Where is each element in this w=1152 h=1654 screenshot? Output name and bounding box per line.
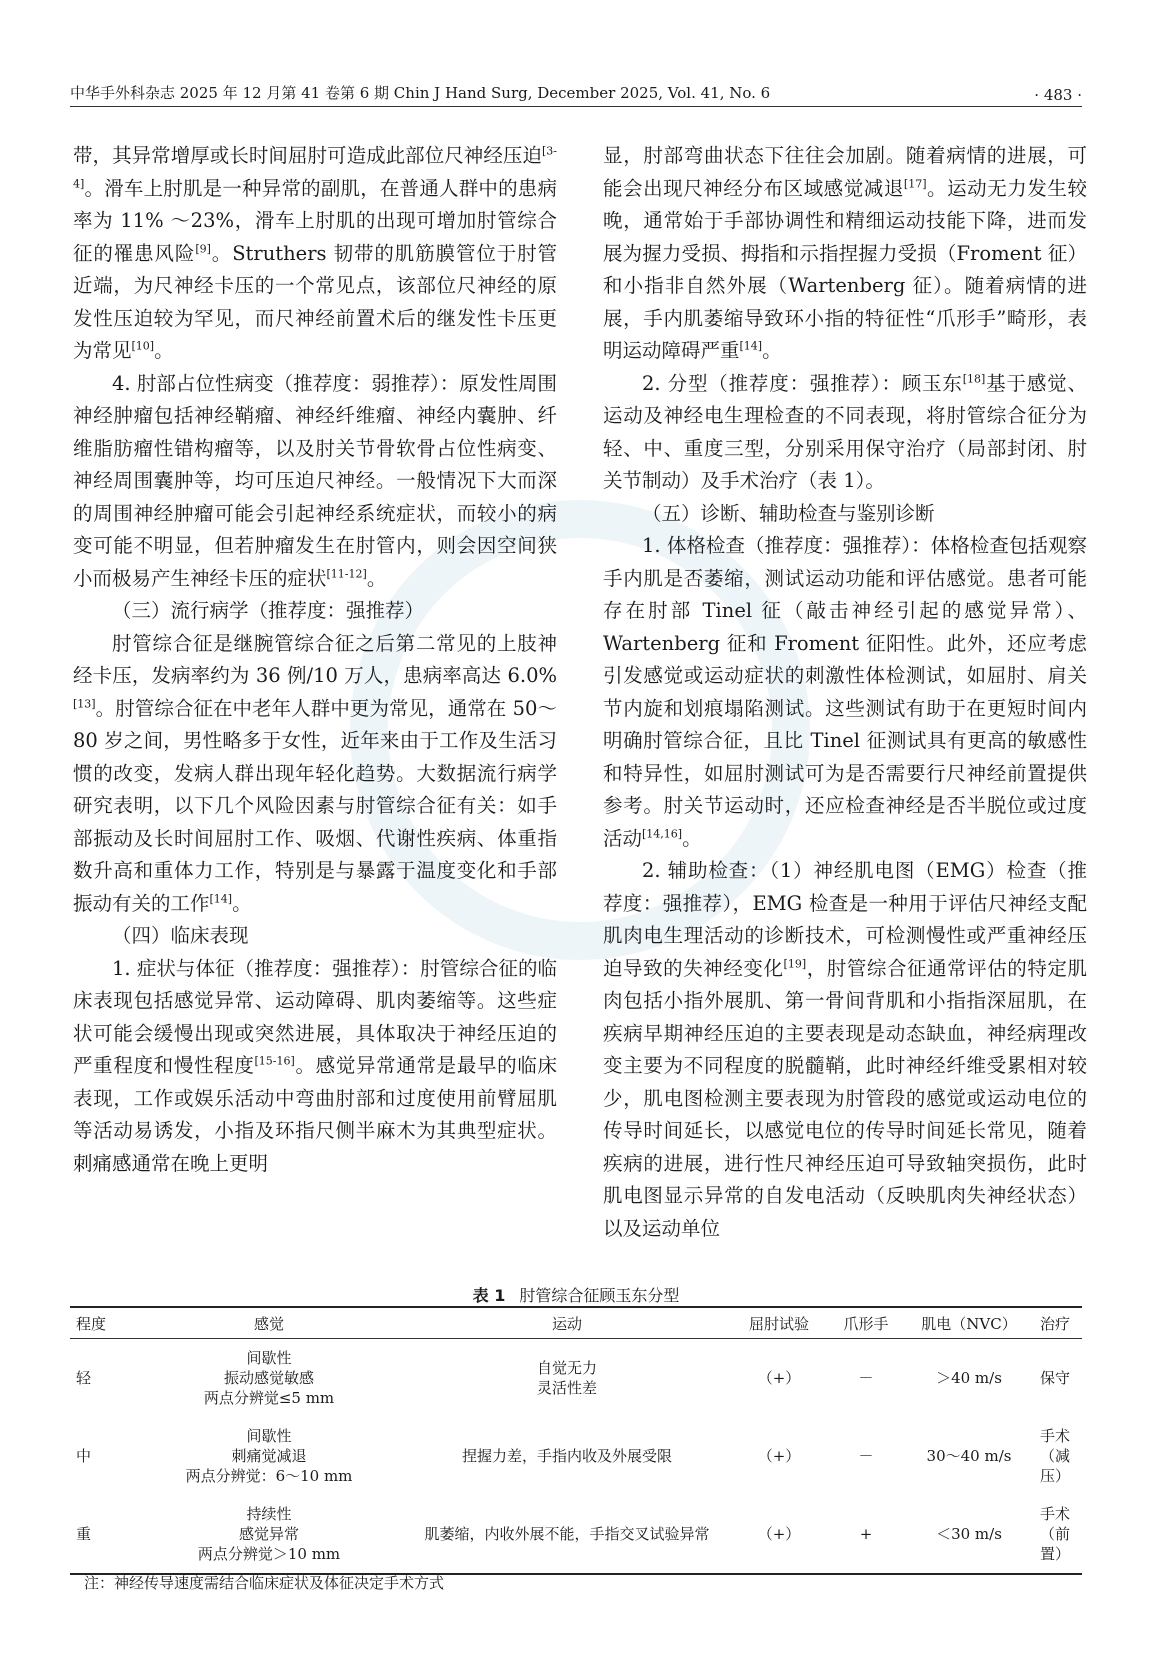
column-header: 感觉 bbox=[140, 1307, 398, 1339]
citation[interactable]: [14,16] bbox=[642, 827, 683, 840]
right-column bbox=[603, 140, 1087, 1245]
table-label: 表 1 bbox=[472, 1286, 506, 1305]
flexion-test-cell: （+） bbox=[757, 1447, 801, 1465]
treatment-cell: 保守 bbox=[1039, 1369, 1070, 1387]
column-header: 屈肘试验 bbox=[736, 1307, 822, 1339]
paragraph: 4. 肘部占位性病变（推荐度：弱推荐）：原发性周围神经肿瘤包括神经鞘瘤、神经纤维瘤、神经内囊肿、纤维脂肪瘤性错构瘤等，以及肘关节骨软骨占位性病变、神经周围囊肿等，均可压迫尺神经。一般情况下大而深的周围神经肿瘤可能会引起神经系统症状，而较小的病变可能不明显，但若肿瘤发生在肘管内，则会因空间狭小而极易产生神经卡压的症状[11-12]。 bbox=[73, 371, 557, 590]
flexion-test-cell: （+） bbox=[757, 1369, 801, 1387]
motor-cell: 捏握力差，手指内收及外展受限 bbox=[461, 1447, 672, 1465]
column-header: 爪形手 bbox=[822, 1307, 910, 1339]
grade-cell: 轻 bbox=[76, 1369, 92, 1387]
column-header: 程度 bbox=[70, 1307, 140, 1339]
column-header: 治疗 bbox=[1028, 1307, 1082, 1339]
paragraph: 2. 分型（推荐度：强推荐）：顾玉东[18]基于感觉、运动及神经电生理检查的不同表现，将肘管综合征分为轻、中、重度三型，分别采用保守治疗（局部封闭、肘关节制动）及手术治疗（表 1）。 bbox=[603, 371, 1087, 492]
claw-hand-cell: － bbox=[858, 1369, 874, 1387]
treatment-cell: 手术 （减压） bbox=[1039, 1427, 1070, 1485]
page-number: · 483 · bbox=[1034, 86, 1082, 104]
emg-cell: ＞40 m/s bbox=[936, 1369, 1002, 1387]
treatment-cell: 手术 （前置） bbox=[1028, 1495, 1082, 1574]
classification-table bbox=[70, 1306, 1082, 1575]
citation[interactable]: [10] bbox=[131, 339, 155, 353]
column-header: 肌电（NVC） bbox=[910, 1307, 1028, 1339]
citation[interactable]: [14] bbox=[209, 892, 233, 905]
citation[interactable]: [17] bbox=[903, 177, 927, 190]
table-row bbox=[70, 1417, 1082, 1495]
paragraph: 显，肘部弯曲状态下往往会加剧。随着病情的进展，可能会出现尺神经分布区域感觉减退[17]。运动无力发生较晚，通常始于手部协调性和精细运动技能下降，进而发展为握力受损、拇指和示指捏握力受损（Froment 征）和小指非自然外展（Wartenberg 征）。随着病情的进展，手内肌萎缩导致环小指的特征性“爪形手”畸形，表明运动障碍严重[14]。 bbox=[603, 144, 1087, 362]
left-column bbox=[73, 140, 557, 1180]
table-row bbox=[70, 1339, 1082, 1418]
sensation-cell: 持续性 感觉异常 两点分辨觉＞10 mm bbox=[140, 1495, 398, 1574]
citation[interactable]: [15-16] bbox=[254, 1054, 295, 1068]
journal-citation: 中华手外科杂志 2025 年 12 月第 41 卷第 6 期 Chin J Hand Surg, December 2025, Vol. 41, No. 6 bbox=[70, 84, 771, 102]
citation[interactable]: [13] bbox=[73, 697, 96, 710]
claw-hand-cell: － bbox=[858, 1447, 874, 1465]
claw-hand-cell: + bbox=[822, 1495, 910, 1574]
citation[interactable]: [19] bbox=[783, 957, 807, 970]
citation[interactable]: [9] bbox=[195, 242, 211, 255]
citation[interactable]: [14] bbox=[739, 339, 763, 353]
table-title: 肘管综合征顾玉东分型 bbox=[519, 1286, 680, 1305]
column-header: 运动 bbox=[398, 1307, 736, 1339]
paragraph: 1. 症状与体征（推荐度：强推荐）：肘管综合征的临床表现包括感觉异常、运动障碍、肌肉萎缩等。这些症状可能会缓慢出现或突然进展，具体取决于神经压迫的严重程度和慢性程度[15-16]。感觉异常通常是最早的临床表现，工作或娱乐活动中弯曲肘部和过度使用前臂屈肌等活动易诱发，小指及环指尺侧半麻木为其典型症状。刺痛感通常在晚上更明 bbox=[73, 956, 557, 1175]
table-header-row bbox=[70, 1307, 1082, 1339]
emg-cell: 30～40 m/s bbox=[926, 1447, 1012, 1465]
citation[interactable]: [18] bbox=[962, 372, 986, 385]
section-heading: （四）临床表现 bbox=[112, 924, 249, 947]
motor-cell: 自觉无力 灵活性差 bbox=[536, 1359, 597, 1397]
table-row bbox=[70, 1495, 1082, 1574]
paragraph: 1. 体格检查（推荐度：强推荐）：体格检查包括观察手内肌是否萎缩，测试运动功能和评估感觉。患者可能存在肘部 Tinel 征（敲击神经引起的感觉异常）、Wartenberg 征和 Froment 征阳性。此外，还应考虑引发感觉或运动症状的刺激性体检测试，如屈肘、肩关节内旋和划痕塌陷测试。这些测试有助于在更短时间内明确肘管综合征，且比 Tinel 征测试具有更高的敏感性和特异性，如屈肘测试可为是否需要行尺神经前置提供参考。肘关节运动时，还应检查神经是否半脱位或过度活动[14,16]。 bbox=[603, 534, 1087, 850]
grade-cell: 重 bbox=[70, 1495, 140, 1574]
paragraph: 带，其异常增厚或长时间屈肘可造成此部位尺神经压迫[3-4]。滑车上肘肌是一种异常的副肌，在普通人群中的患病率为 11% ～23%，滑车上肘肌的出现可增加肘管综合征的罹患风险[9]。Struthers 韧带的肌筋膜管位于肘管近端，为尺神经卡压的一个常见点，该部位尺神经的原发性压迫较为罕见，而尺神经前置术后的继发性卡压更为常见[10]。 bbox=[73, 144, 557, 362]
motor-cell: 肌萎缩，内收外展不能，手指交叉试验异常 bbox=[398, 1495, 736, 1574]
grade-cell: 中 bbox=[76, 1447, 92, 1465]
section-heading: （五）诊断、辅助检查与鉴别诊断 bbox=[642, 501, 935, 525]
table-note: 注：神经传导速度需结合临床症状及体征决定手术方式 bbox=[84, 1574, 445, 1592]
citation[interactable]: [3-4] bbox=[73, 144, 557, 190]
sensation-cell: 间歇性 振动感觉敏感 两点分辨觉≤5 mm bbox=[203, 1349, 335, 1407]
table-caption bbox=[70, 1283, 1082, 1306]
paragraph: 2. 辅助检查：（1）神经肌电图（EMG）检查（推荐度：强推荐），EMG 检查是一种用于评估尺神经支配肌肉电生理活动的诊断技术，可检测慢性或严重神经压迫导致的失神经变化[19]，肘管综合征通常评估的特定肌肉包括小指外展肌、第一骨间背肌和小指指深屈肌，在疾病早期神经压迫的主要表现是动态缺血，神经病理改变主要为不同程度的脱髓鞘，此时神经纤维受累相对较少，肌电图检测主要表现为肘管段的感觉或运动电位的传导时间延长，以感觉电位的传导时间延长常见，随着疾病的进展，进行性尺神经压迫可导致轴突损伤，此时肌电图显示异常的自发电活动（反映肌肉失神经状态）以及运动单位 bbox=[603, 859, 1087, 1240]
flexion-test-cell: （+） bbox=[736, 1495, 822, 1574]
emg-cell: ＜30 m/s bbox=[910, 1495, 1028, 1574]
citation[interactable]: [11-12] bbox=[326, 567, 367, 580]
sensation-cell: 间歇性 刺痛觉减退 两点分辨觉：6～10 mm bbox=[185, 1427, 353, 1485]
section-heading: （三）流行病学（推荐度：强推荐） bbox=[112, 599, 425, 622]
paragraph: 肘管综合征是继腕管综合征之后第二常见的上肢神经卡压，发病率约为 36 例/10 万人，患病率高达 6.0%[13]。肘管综合征在中老年人群中更为常见，通常在 50～80 岁之间，男性略多于女性，近年来由于工作及生活习惯的改变，发病人群出现年轻化趋势。大数据流行病学研究表明，以下几个风险因素与肘管综合征有关：如手部振动及长时间屈肘工作、吸烟、代谢性疾病、体重指数升高和重体力工作，特别是与暴露于温度变化和手部振动有关的工作[14]。 bbox=[73, 631, 557, 915]
page-header bbox=[70, 80, 1082, 107]
